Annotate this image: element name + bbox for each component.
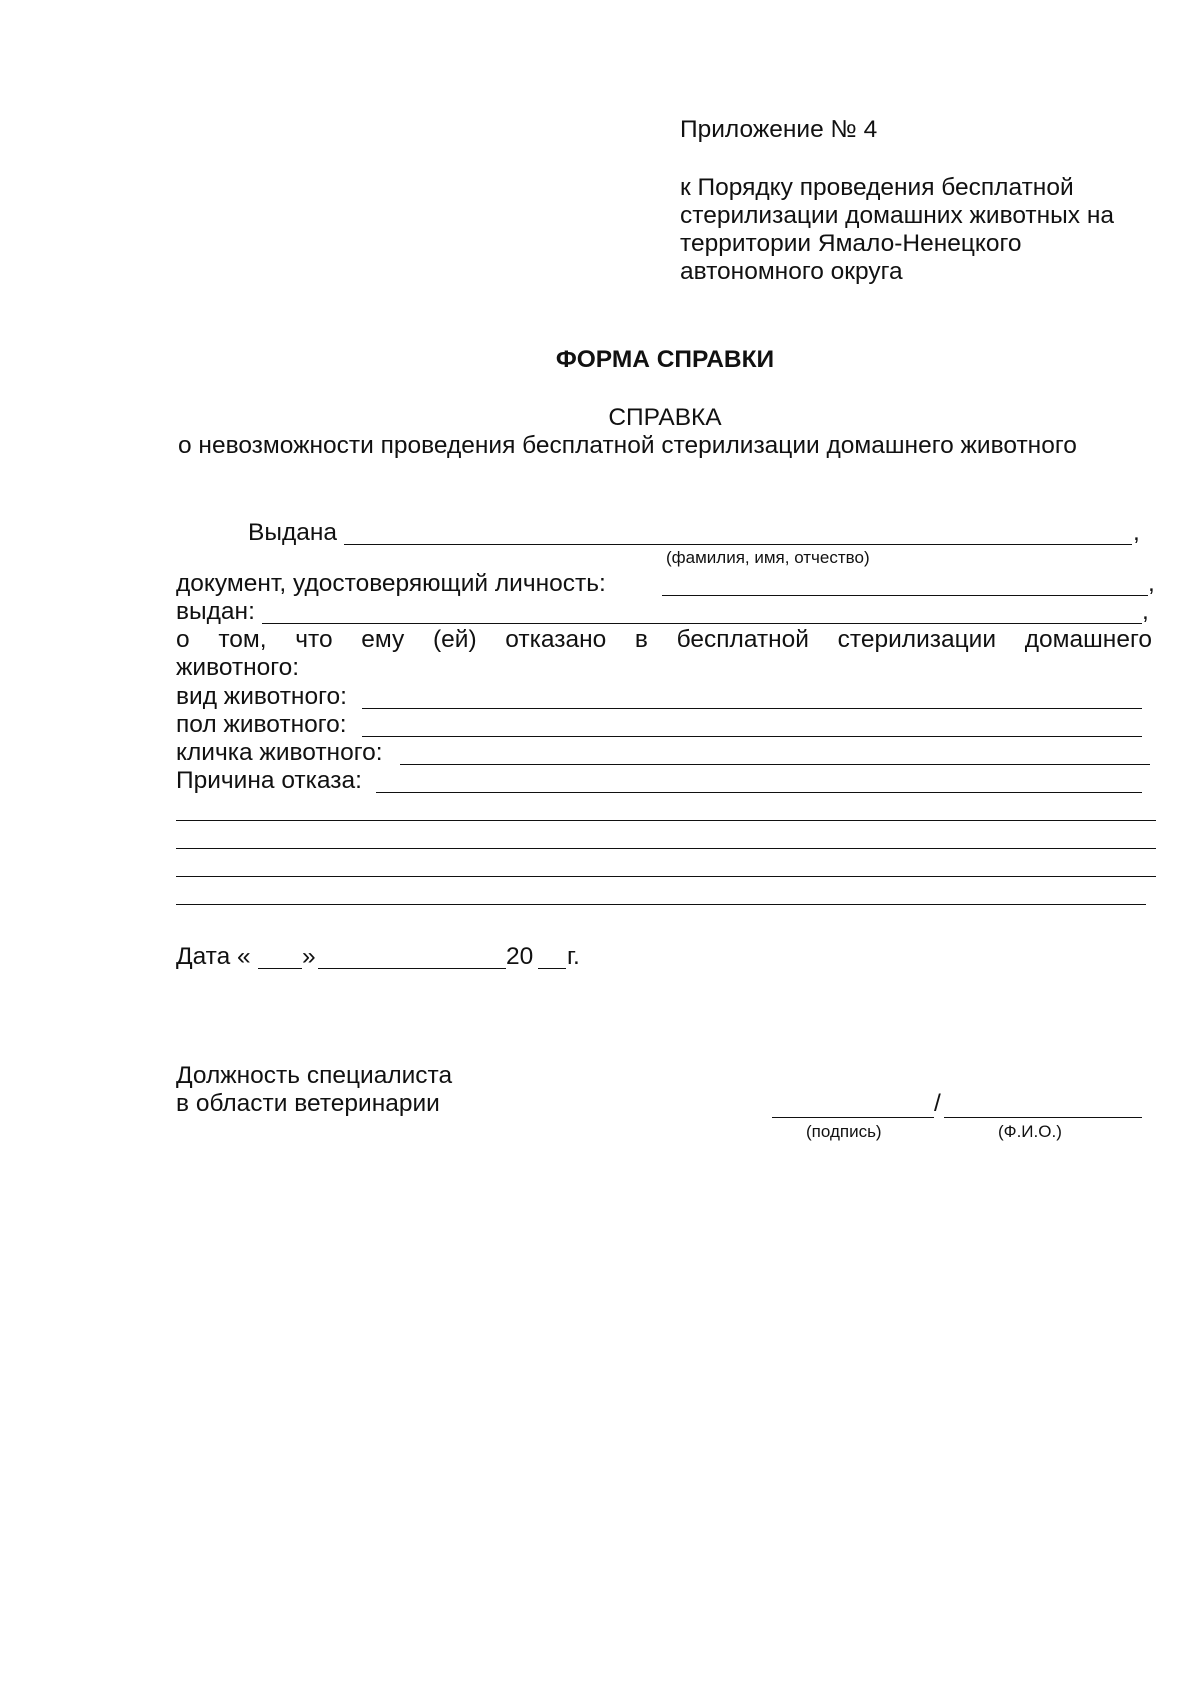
issued-by-label: выдан: — [176, 598, 255, 625]
date-year-prefix: 20 — [506, 943, 534, 970]
id-document-label: документ, удостоверяющий личность: — [176, 570, 606, 597]
date-year-line[interactable] — [538, 968, 566, 969]
refusal-word: домашнего — [1024, 626, 1152, 653]
date-close-quote: » — [302, 943, 316, 970]
document-title: СПРАВКА — [608, 404, 722, 431]
appendix-ref-line: автономного округа — [680, 258, 903, 285]
reason-extra-line[interactable] — [176, 904, 1146, 905]
specialist-position-line: в области ветеринарии — [176, 1090, 440, 1117]
comma: , — [1133, 519, 1140, 546]
animal-sex-label: пол животного: — [176, 711, 347, 738]
date-day-line[interactable] — [258, 968, 302, 969]
refusal-sentence — [176, 626, 1152, 654]
animal-kind-line[interactable] — [362, 708, 1142, 709]
refusal-word: в — [634, 626, 648, 653]
animal-sex-line[interactable] — [362, 736, 1142, 737]
reason-extra-line[interactable] — [176, 820, 1156, 821]
refusal-line-2: животного: — [176, 654, 300, 681]
appendix-ref-line: стерилизации домашних животных на — [680, 202, 1114, 229]
issued-to-line[interactable] — [344, 544, 1132, 545]
signature-hint: (подпись) — [806, 1122, 882, 1141]
reason-line[interactable] — [376, 792, 1142, 793]
refusal-word: что — [295, 626, 333, 653]
reason-label: Причина отказа: — [176, 767, 362, 794]
refusal-word: отказано — [505, 626, 607, 653]
refusal-word: том, — [218, 626, 267, 653]
signature-slash: / — [934, 1090, 941, 1117]
issued-by-line[interactable] — [262, 623, 1142, 624]
signature-line[interactable] — [772, 1117, 934, 1118]
date-label: Дата « — [176, 943, 251, 970]
reason-extra-line[interactable] — [176, 876, 1156, 877]
animal-name-label: кличка животного: — [176, 739, 383, 766]
document-subtitle: о невозможности проведения бесплатной стерилизации домашнего животного — [178, 432, 1077, 459]
issued-to-label: Выдана — [248, 519, 338, 546]
refusal-word: стерилизации — [837, 626, 997, 653]
signature-fio-line[interactable] — [944, 1117, 1142, 1118]
animal-name-line[interactable] — [400, 764, 1150, 765]
refusal-word: (ей) — [432, 626, 477, 653]
reason-extra-line[interactable] — [176, 848, 1156, 849]
animal-kind-label: вид животного: — [176, 683, 347, 710]
date-month-line[interactable] — [318, 968, 506, 969]
signature-fio-hint: (Ф.И.О.) — [998, 1122, 1062, 1141]
appendix-ref-line: территории Ямало-Ненецкого — [680, 230, 1022, 257]
appendix-number: Приложение № 4 — [680, 116, 878, 143]
refusal-word: ему — [361, 626, 405, 653]
comma: , — [1142, 598, 1149, 625]
appendix-ref-line: к Порядку проведения бесплатной — [680, 174, 1074, 201]
form-heading: ФОРМА СПРАВКИ — [555, 346, 775, 373]
specialist-position-line: Должность специалиста — [176, 1062, 453, 1089]
date-year-suffix: г. — [567, 943, 580, 970]
refusal-word: о — [176, 626, 190, 653]
fio-hint: (фамилия, имя, отчество) — [666, 548, 870, 567]
refusal-word: бесплатной — [676, 626, 809, 653]
id-document-line[interactable] — [662, 595, 1148, 596]
comma: , — [1148, 570, 1155, 597]
